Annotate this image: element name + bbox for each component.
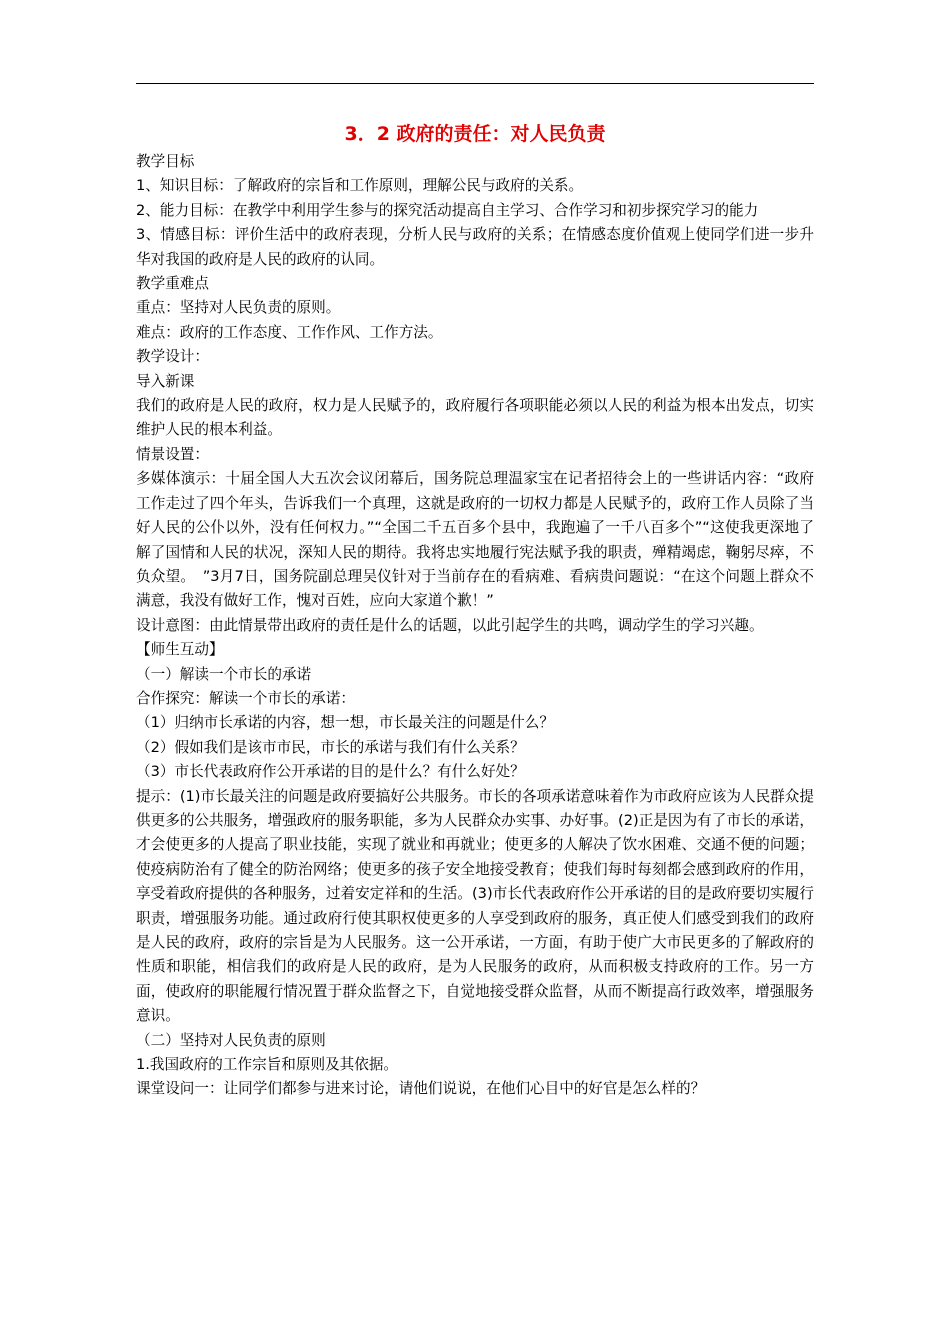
paragraph: 情景设置：	[136, 445, 209, 463]
paragraph: 教学重难点	[136, 275, 209, 293]
header-rule	[136, 83, 814, 84]
paragraph: （二）坚持对人民负责的原则	[136, 1031, 326, 1049]
paragraph: （3）市长代表政府作公开承诺的目的是什么？有什么好处？	[136, 763, 525, 781]
paragraph: 3、情感目标：评价生活中的政府表现，分析人民与政府的关系；在情感态度价值观上使同学们进一步升华对我国的政府是人民的政府的认同。	[136, 226, 814, 268]
paragraph: （2）假如我们是该市市民，市长的承诺与我们有什么关系？	[136, 738, 525, 756]
paragraph: （1）归纳市长承诺的内容，想一想，市长最关注的问题是什么？	[136, 714, 554, 732]
paragraph: 教学目标	[136, 153, 195, 170]
paragraph: 【师生互动】	[136, 641, 224, 659]
paragraph: 我们的政府是人民的政府，权力是人民赋予的，政府履行各项职能必须以人民的利益为根本出发点，切实维护人民的根本利益。	[136, 397, 814, 439]
paragraph: 1、知识目标：了解政府的宗旨和工作原则，理解公民与政府的关系。	[136, 177, 584, 195]
paragraph: 合作探究：解读一个市长的承诺：	[136, 689, 355, 707]
paragraph: （一）解读一个市长的承诺	[136, 665, 312, 683]
paragraph: 难点：政府的工作态度、工作作风、工作方法。	[136, 323, 443, 341]
paragraph: 2、能力目标：在教学中利用学生参与的探究活动提高自主学习、合作学习和初步探究学习的能力	[136, 201, 759, 219]
paragraph: 教学设计：	[136, 348, 209, 366]
paragraph: 设计意图：由此情景带出政府的责任是什么的话题，以此引起学生的共鸣，调动学生的学习兴趣。	[136, 616, 764, 634]
document-title: 3．2 政府的责任：对人民负责	[344, 123, 606, 145]
paragraph: 导入新课	[136, 372, 195, 390]
paragraph: 重点：坚持对人民负责的原则。	[136, 299, 341, 317]
paragraph: 提示：(1)市长最关注的问题是政府要搞好公共服务。市长的各项承诺意味着作为市政府应该为人民群众提供更多的公共服务，增强政府的服务职能，多为人民群众办实事、办好事。(2)正是因为有了市长的承诺，才会使更多的人提高了职业技能，实现了就业和再就业；使更多的人解决了饮水困难、交通不便的问题；使疫病防治有了健全的防治网络；使更多的孩子安全地接受教育；使我们每时每刻都会感到政府的作用，享受着政府提供的各种服务，过着安定祥和的生活。(3)市长代表政府作公开承诺的目的是政府要切实履行职责，增强服务功能。通过政府行使其职权使更多的人享受到政府的服务，真正使人们感受到我们的政府是人民的政府，政府的宗旨是为人民服务。这一公开承诺，一方面，有助于使广大市民更多的了解政府的性质和职能，相信我们的政府是人民的政府，是为人民服务的政府，从而积极支持政府的工作。另一方面，使政府的职能履行情况置于群众监督之下，自觉地接受群众监督，从而不断提高行政效率，增强服务意识。	[136, 787, 814, 1025]
paragraph: 多媒体演示：十届全国人大五次会议闭幕后，国务院总理温家宝在记者招待会上的一些讲话内容：“政府工作走过了四个年头，告诉我们一个真理，这就是政府的一切权力都是人民赋予的，政府工作人员除了当好人民的公仆以外，没有任何权力。”“全国二千五百多个县中，我跑遍了一千八百多个”“这使我更深地了解了国情和人民的状况，深知人民的期待。我将忠实地履行宪法赋予我的职责，殚精竭虑，鞠躬尽瘁，不负众望。 ”3月7日，国务院副总理吴仪针对于当前存在的看病难、看病贵问题说：“在这个问题上群众不满意，我没有做好工作，愧对百姓，应向大家道个歉！”	[136, 470, 814, 610]
paragraph: 1.我国政府的工作宗旨和原则及其依据。	[136, 1056, 399, 1074]
document-body	[136, 150, 814, 1102]
paragraph: 课堂设问一：让同学们都参与进来讨论，请他们说说，在他们心目中的好官是怎么样的？	[136, 1080, 706, 1098]
